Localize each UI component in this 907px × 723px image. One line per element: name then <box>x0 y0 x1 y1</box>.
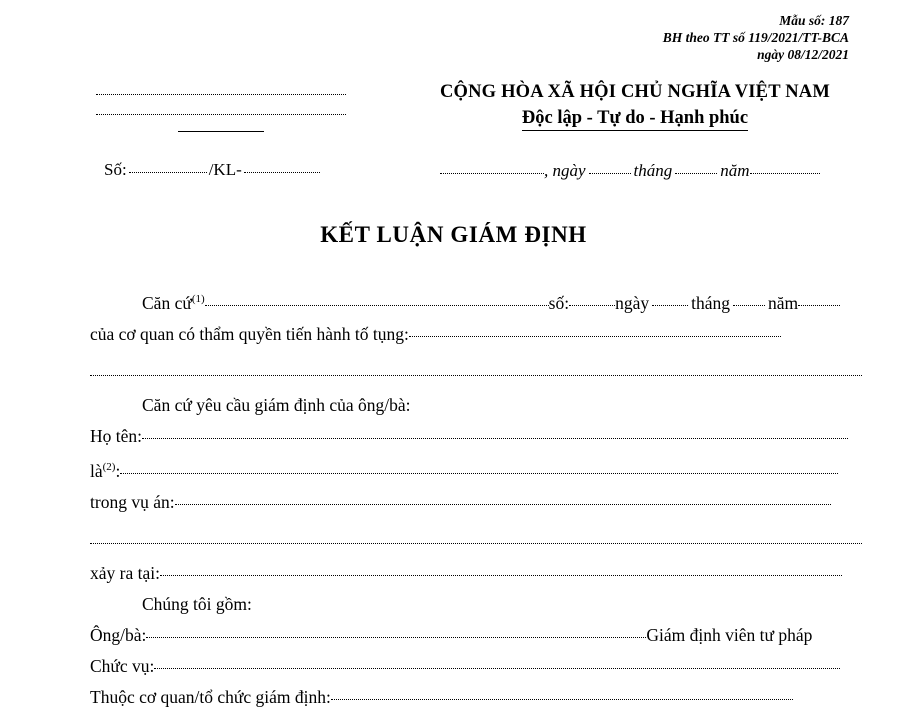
trong-vu-an-continuation-line <box>90 543 862 544</box>
agency-block <box>96 86 346 132</box>
national-heading <box>400 82 870 131</box>
form-code-line-3: ngày 08/12/2021 <box>757 47 849 62</box>
so-suffix: /KL- <box>208 160 242 179</box>
la-blank <box>120 473 838 474</box>
national-heading-line-1: CỘNG HÒA XÃ HỘI CHỦ NGHĨA VIỆT NAM <box>439 82 831 102</box>
document-number-row <box>104 160 322 180</box>
document-body <box>90 284 862 713</box>
xay-ra-tai-label: xảy ra tại: <box>90 562 160 583</box>
place-blank <box>440 173 544 174</box>
row-can-cu-yeu-cau <box>90 390 862 421</box>
agency-blank-line-2 <box>96 114 346 115</box>
chung-toi-gom-label: Chúng tôi gồm: <box>142 593 252 614</box>
row-ong-ba <box>90 620 862 651</box>
form-code-block <box>663 12 849 63</box>
thuoc-co-quan-label: Thuộc cơ quan/tổ chức giám định: <box>90 686 331 707</box>
can-cu-so-label: số: <box>548 292 570 313</box>
row-can-cu <box>90 284 862 319</box>
date-comma: , <box>544 161 553 180</box>
can-cu-blank <box>205 305 549 306</box>
can-cu-footnote-marker: (1) <box>191 293 205 305</box>
co-quan-continuation-line <box>90 375 862 376</box>
row-trong-vu-an <box>90 487 862 518</box>
thuoc-co-quan-blank <box>331 699 793 700</box>
agency-blank-line-1 <box>96 94 346 95</box>
can-cu-label: Căn cứ <box>142 292 192 313</box>
place-date-row <box>440 161 820 181</box>
can-cu-thang-blank <box>733 305 765 306</box>
so-label: Số: <box>104 160 127 179</box>
can-cu-thang-label: tháng <box>691 292 731 313</box>
national-heading-line-2: Độc lập - Tự do - Hạnh phúc <box>522 108 748 131</box>
date-thang-label: tháng <box>633 161 673 180</box>
date-day-blank <box>589 173 631 174</box>
can-cu-yeu-cau-label: Căn cứ yêu cầu giám định của ông/bà: <box>142 394 411 415</box>
row-thuoc-co-quan <box>90 682 862 713</box>
so-blank-2 <box>244 172 320 173</box>
can-cu-nam-label: năm <box>768 292 799 313</box>
row-la <box>90 452 862 487</box>
form-code-line-1: Mẫu số: 187 <box>779 13 849 28</box>
date-nam-label: năm <box>720 161 750 180</box>
page-title: KẾT LUẬN GIÁM ĐỊNH <box>320 222 587 247</box>
can-cu-so-blank <box>569 305 615 306</box>
so-blank-1 <box>129 172 207 173</box>
chuc-vu-blank <box>154 668 840 669</box>
row-xay-ra-tai <box>90 558 862 589</box>
trong-vu-an-label: trong vụ án: <box>90 491 175 512</box>
form-code-line-2: BH theo TT số 119/2021/TT-BCA <box>662 30 849 45</box>
co-quan-blank <box>409 336 781 337</box>
ong-ba-label: Ông/bà: <box>90 624 147 645</box>
row-co-quan <box>90 319 862 350</box>
can-cu-ngay-blank <box>652 305 688 306</box>
chuc-vu-label: Chức vụ: <box>90 655 155 676</box>
ong-ba-blank <box>146 637 646 638</box>
la-colon: : <box>115 460 121 481</box>
row-chung-toi-gom <box>90 589 862 620</box>
date-year-blank <box>750 173 820 174</box>
can-cu-nam-blank <box>798 305 840 306</box>
row-chuc-vu <box>90 651 862 682</box>
date-month-blank <box>675 173 717 174</box>
la-label: là <box>90 460 103 481</box>
xay-ra-tai-blank <box>160 575 842 576</box>
row-ho-ten <box>90 421 862 452</box>
co-quan-label: của cơ quan có thẩm quyền tiến hành tố tụng: <box>90 323 409 344</box>
can-cu-ngay-label: ngày <box>615 292 650 313</box>
agency-divider <box>178 131 264 132</box>
ho-ten-label: Họ tên: <box>90 425 143 446</box>
date-ngay-label: ngày <box>552 161 586 180</box>
ho-ten-blank <box>142 438 848 439</box>
giam-dinh-vien-label: Giám định viên tư pháp <box>646 624 813 645</box>
la-footnote-marker: (2) <box>102 460 116 473</box>
trong-vu-an-blank <box>175 504 831 505</box>
